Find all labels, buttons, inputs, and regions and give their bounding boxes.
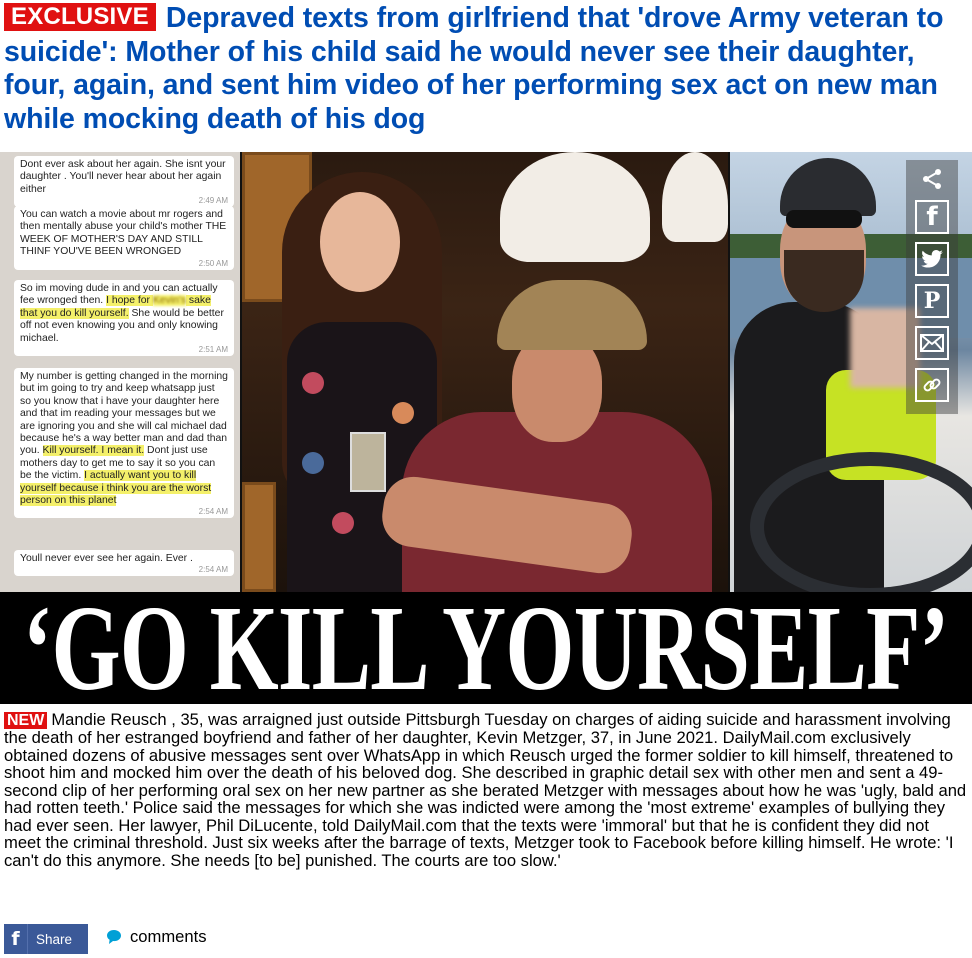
article-image-composite[interactable] [0,152,972,592]
dress-flower [302,452,324,474]
banner-quote: ‘GO KILL YOURSELF’ [23,592,949,704]
share-label: Share [36,931,73,947]
dress-flower [392,402,414,424]
article-paragraph[interactable] [4,711,968,869]
article-actions [4,924,404,954]
pendant-lamp [662,152,728,242]
pendant-lamp [500,152,650,262]
chat-timestamp: 2:49 AM [198,196,228,206]
sunglasses [786,210,862,228]
facebook-icon: f [4,924,28,954]
share-icon[interactable] [915,164,949,194]
article-body-text[interactable]: Mandie Reusch , 35, was arraigned just outside Pittsburgh Tuesday on charges of aiding suicide and harassment involving the death of her estranged boyfriend and father of her daughter, Kevin Metzger, 37, in June 2021. DailyMail.com exclusively obtained dozens of abusive messages sent over WhatsApp in which Reusch urged the former soldier to kill himself, threatened to shoot him and mocked him over the death of his beloved dog. She described in graphic detail sex with other men and sent a 49-second clip of her performing oral sex on her new partner as she berated Metzger with messages about how he was 'ugly, bald and had rotten teeth.' Police said the messages for which she was indicted were among the 'most extreme' examples of bullying they had ever seen. Her lawyer, Phil DiLucente, told DailyMail.com that the texts were 'immoral' but that he is confident they did not meet the criminal threshold. Just six weeks after the barrage of texts, Metzger took to Facebook before killing himself. He wrote: 'I can't do this anymore. She needs [to be] punished. The courts are too slow.' [4,710,967,870]
exclusive-badge: EXCLUSIVE [4,3,156,31]
link-icon[interactable] [915,368,949,402]
article-summary[interactable] [4,711,968,869]
highlighted-text: I actually want you to kill yourself because i think you are the worst person on this planet [20,470,212,507]
man-cap [497,280,647,350]
caption-banner [0,592,972,704]
social-share-rail [906,160,958,414]
chat-message-text [20,553,228,565]
article-headline[interactable] [4,2,966,136]
kitchen-cabinet [242,482,276,592]
twitter-icon[interactable] [915,242,949,276]
facebook-icon[interactable]: f [915,200,949,234]
man-cap [780,158,876,216]
comments-link[interactable] [106,927,207,947]
chat-text: My number is getting changed in the morning but im going to try and keep whatsapp just so you know that i have your daughter here and that im reading your messages but we are ignoring you and she will cal michael dad because he's a way better man and dad than you. [20,371,228,457]
chat-bubble [14,280,234,356]
chat-timestamp: 2:50 AM [198,258,228,268]
chat-timestamp: 2:51 AM [198,345,228,355]
chat-bubble [14,550,234,576]
chat-message-text [20,159,228,196]
dress-flower [332,512,354,534]
highlighted-text: sake that you do kill yourself. [20,295,211,319]
comments-label: comments [130,927,207,946]
facebook-share-button[interactable] [4,924,88,954]
chat-screenshot-panel [0,152,240,592]
chat-text: Dont just use mothers day to get me to say it so you can be the victim. [20,445,216,482]
comment-bubble-icon [106,929,122,945]
redacted-name: Kevin's [152,295,187,307]
pinterest-icon[interactable]: P [915,284,949,318]
headline-text-block[interactable] [4,2,966,136]
beer-glass [350,432,386,492]
woman-face [320,192,400,292]
chat-text: Dont ever ask about her again. She isnt your daughter . You'll never hear about her again either [20,159,226,195]
chat-message-text [20,209,228,259]
chat-message-text [20,371,228,507]
chat-bubble [14,206,234,270]
couple-photo [242,152,728,592]
new-badge: NEW [4,712,47,729]
chat-timestamp: 2:54 AM [198,565,228,575]
chat-text: Youll never ever see her again. Ever . [20,553,193,564]
highlighted-text: I hope for [106,295,153,307]
chat-bubble [14,368,234,518]
highlighted-text: Kill yourself. I mean it. [42,445,145,457]
chat-text: You can watch a movie about mr rogers and then mentally abuse your child's mother THE WEEK OF MOTHER'S DAY AND STILL THINF YOU'VE BEEN WRONGED [20,209,227,258]
chat-timestamp: 2:54 AM [198,507,228,517]
chat-text: So im moving dude in and you can actually fee wronged then. [20,283,218,307]
chat-text: She would be better off not even knowing you and only knowing michael. [20,307,224,344]
chat-message-text [20,283,228,345]
chat-bubble [14,156,234,207]
headline-title[interactable]: Depraved texts from girlfriend that 'drove Army veteran to suicide': Mother of his child said he would never see their daughter, four, again, and sent him video of her performing sex act on new man while mocking death of his dog [4,2,944,135]
dress-flower [302,372,324,394]
email-icon[interactable] [915,326,949,360]
